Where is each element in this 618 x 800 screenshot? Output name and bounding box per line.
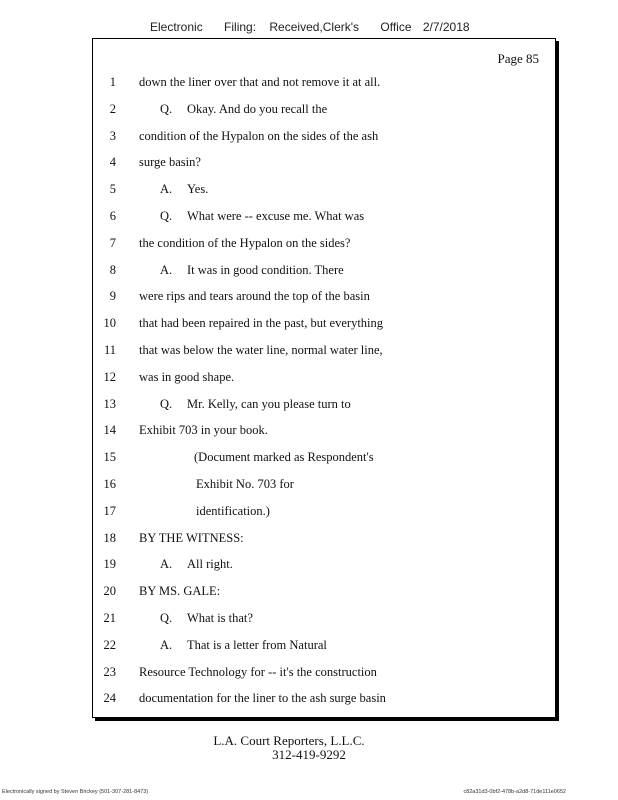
line-text: Okay. And do you recall the <box>187 101 328 116</box>
line-text-group <box>160 605 253 632</box>
transcript-line <box>93 283 555 310</box>
transcript-lines <box>93 69 555 712</box>
line-text: condition of the Hypalon on the sides of the ash <box>139 128 379 143</box>
line-number: 1 <box>109 75 116 89</box>
transcript-line <box>93 69 555 96</box>
line-text: Mr. Kelly, can you please turn to <box>187 396 351 411</box>
transcript-line <box>93 230 555 257</box>
line-number: 7 <box>109 235 116 250</box>
line-text: That is a letter from Natural <box>187 637 327 652</box>
header-office: Office <box>380 20 412 34</box>
line-text: BY THE WITNESS: <box>139 530 244 545</box>
speaker-label: Q. <box>160 101 173 116</box>
speaker-label: Q. <box>160 208 173 223</box>
transcript-page <box>92 38 556 718</box>
transcript-line <box>93 364 555 391</box>
transcript-line <box>93 96 555 123</box>
line-number: 16 <box>103 476 116 491</box>
header-date: 2/7/2018 <box>422 20 470 34</box>
transcript-line <box>93 337 555 364</box>
transcript-line <box>93 525 555 552</box>
line-text: BY MS. GALE: <box>139 584 221 599</box>
line-number: 9 <box>109 289 116 304</box>
speaker-label: A. <box>160 182 173 197</box>
line-number: 19 <box>103 557 116 572</box>
line-text-group <box>160 257 344 284</box>
line-number: 8 <box>109 262 116 277</box>
transcript-line <box>93 257 555 284</box>
transcript-line <box>93 578 555 605</box>
line-text: Yes. <box>187 182 209 197</box>
line-text: Exhibit No. 703 for <box>196 476 294 491</box>
line-text: the condition of the Hypalon on the sides? <box>139 235 351 250</box>
line-number: 5 <box>109 182 116 197</box>
line-number: 20 <box>103 584 116 599</box>
line-number: 17 <box>103 503 116 518</box>
signature-hash: c82a31d3-0bf2-478b-a2d8-71de111e0652 <box>463 789 566 795</box>
speaker-label: A. <box>160 262 173 277</box>
line-text: Resource Technology for -- it's the construction <box>139 664 377 679</box>
line-text: It was in good condition. There <box>187 262 344 277</box>
line-text: (Document marked as Respondent's <box>194 450 374 465</box>
footer-phone: 312-419-9292 <box>272 747 346 762</box>
transcript-line <box>93 498 555 525</box>
line-text: down the liner over that and not remove it at all. <box>139 75 381 89</box>
line-text-group <box>160 391 351 418</box>
line-number: 23 <box>103 664 116 679</box>
line-text: identification.) <box>196 503 270 518</box>
header-electronic: Electronic <box>150 20 203 34</box>
transcript-line <box>93 203 555 230</box>
electronic-signature: Electronically signed by Steven Brickey (501-307-281-8473) <box>2 789 149 795</box>
transcript-line <box>93 123 555 150</box>
speaker-label: Q. <box>160 396 173 411</box>
header-filing: Filing: <box>224 20 257 34</box>
line-text-group <box>160 632 327 659</box>
line-text-group <box>160 203 364 230</box>
transcript-line <box>93 149 555 176</box>
line-number: 11 <box>103 342 116 357</box>
line-text: was in good shape. <box>139 369 235 384</box>
header-received: Received,Clerk's <box>269 20 360 34</box>
line-number: 10 <box>103 316 116 331</box>
line-text: that was below the water line, normal water line, <box>139 342 383 357</box>
line-number: 14 <box>103 423 116 438</box>
line-text: that had been repaired in the past, but everything <box>139 316 384 331</box>
line-number: 12 <box>103 369 116 384</box>
transcript-line <box>93 659 555 686</box>
line-text: What is that? <box>187 610 253 625</box>
line-number: 2 <box>109 101 116 116</box>
line-text: Exhibit 703 in your book. <box>139 423 268 438</box>
transcript-line <box>93 310 555 337</box>
line-text-group <box>160 176 208 203</box>
filing-header <box>150 20 470 34</box>
transcript-line <box>93 471 555 498</box>
line-number: 6 <box>109 208 116 223</box>
line-text-group <box>160 551 233 578</box>
footer-company: L.A. Court Reporters, L.L.C. <box>213 733 365 748</box>
page-number: Page 85 <box>497 51 539 66</box>
speaker-label: A. <box>160 557 173 572</box>
line-number: 13 <box>103 396 116 411</box>
line-number: 4 <box>109 155 116 170</box>
transcript-line <box>93 632 555 659</box>
line-number: 15 <box>103 450 116 465</box>
line-number: 21 <box>103 610 116 625</box>
transcript-line <box>93 444 555 471</box>
line-text: surge basin? <box>139 155 201 170</box>
line-number: 18 <box>103 530 116 545</box>
transcript-line <box>93 551 555 578</box>
line-text: All right. <box>187 557 233 572</box>
line-number: 24 <box>103 691 116 706</box>
transcript-line <box>93 391 555 418</box>
line-text-group <box>160 96 327 123</box>
transcript-line <box>93 605 555 632</box>
line-text: documentation for the liner to the ash surge basin <box>139 691 386 706</box>
transcript-line <box>93 417 555 444</box>
transcript-line <box>93 176 555 203</box>
line-text: were rips and tears around the top of the basin <box>139 289 370 304</box>
speaker-label: Q. <box>160 610 173 625</box>
line-text: What were -- excuse me. What was <box>187 208 365 223</box>
transcript-line <box>93 685 555 712</box>
line-number: 22 <box>103 637 116 652</box>
speaker-label: A. <box>160 637 173 652</box>
line-number: 3 <box>109 128 116 143</box>
